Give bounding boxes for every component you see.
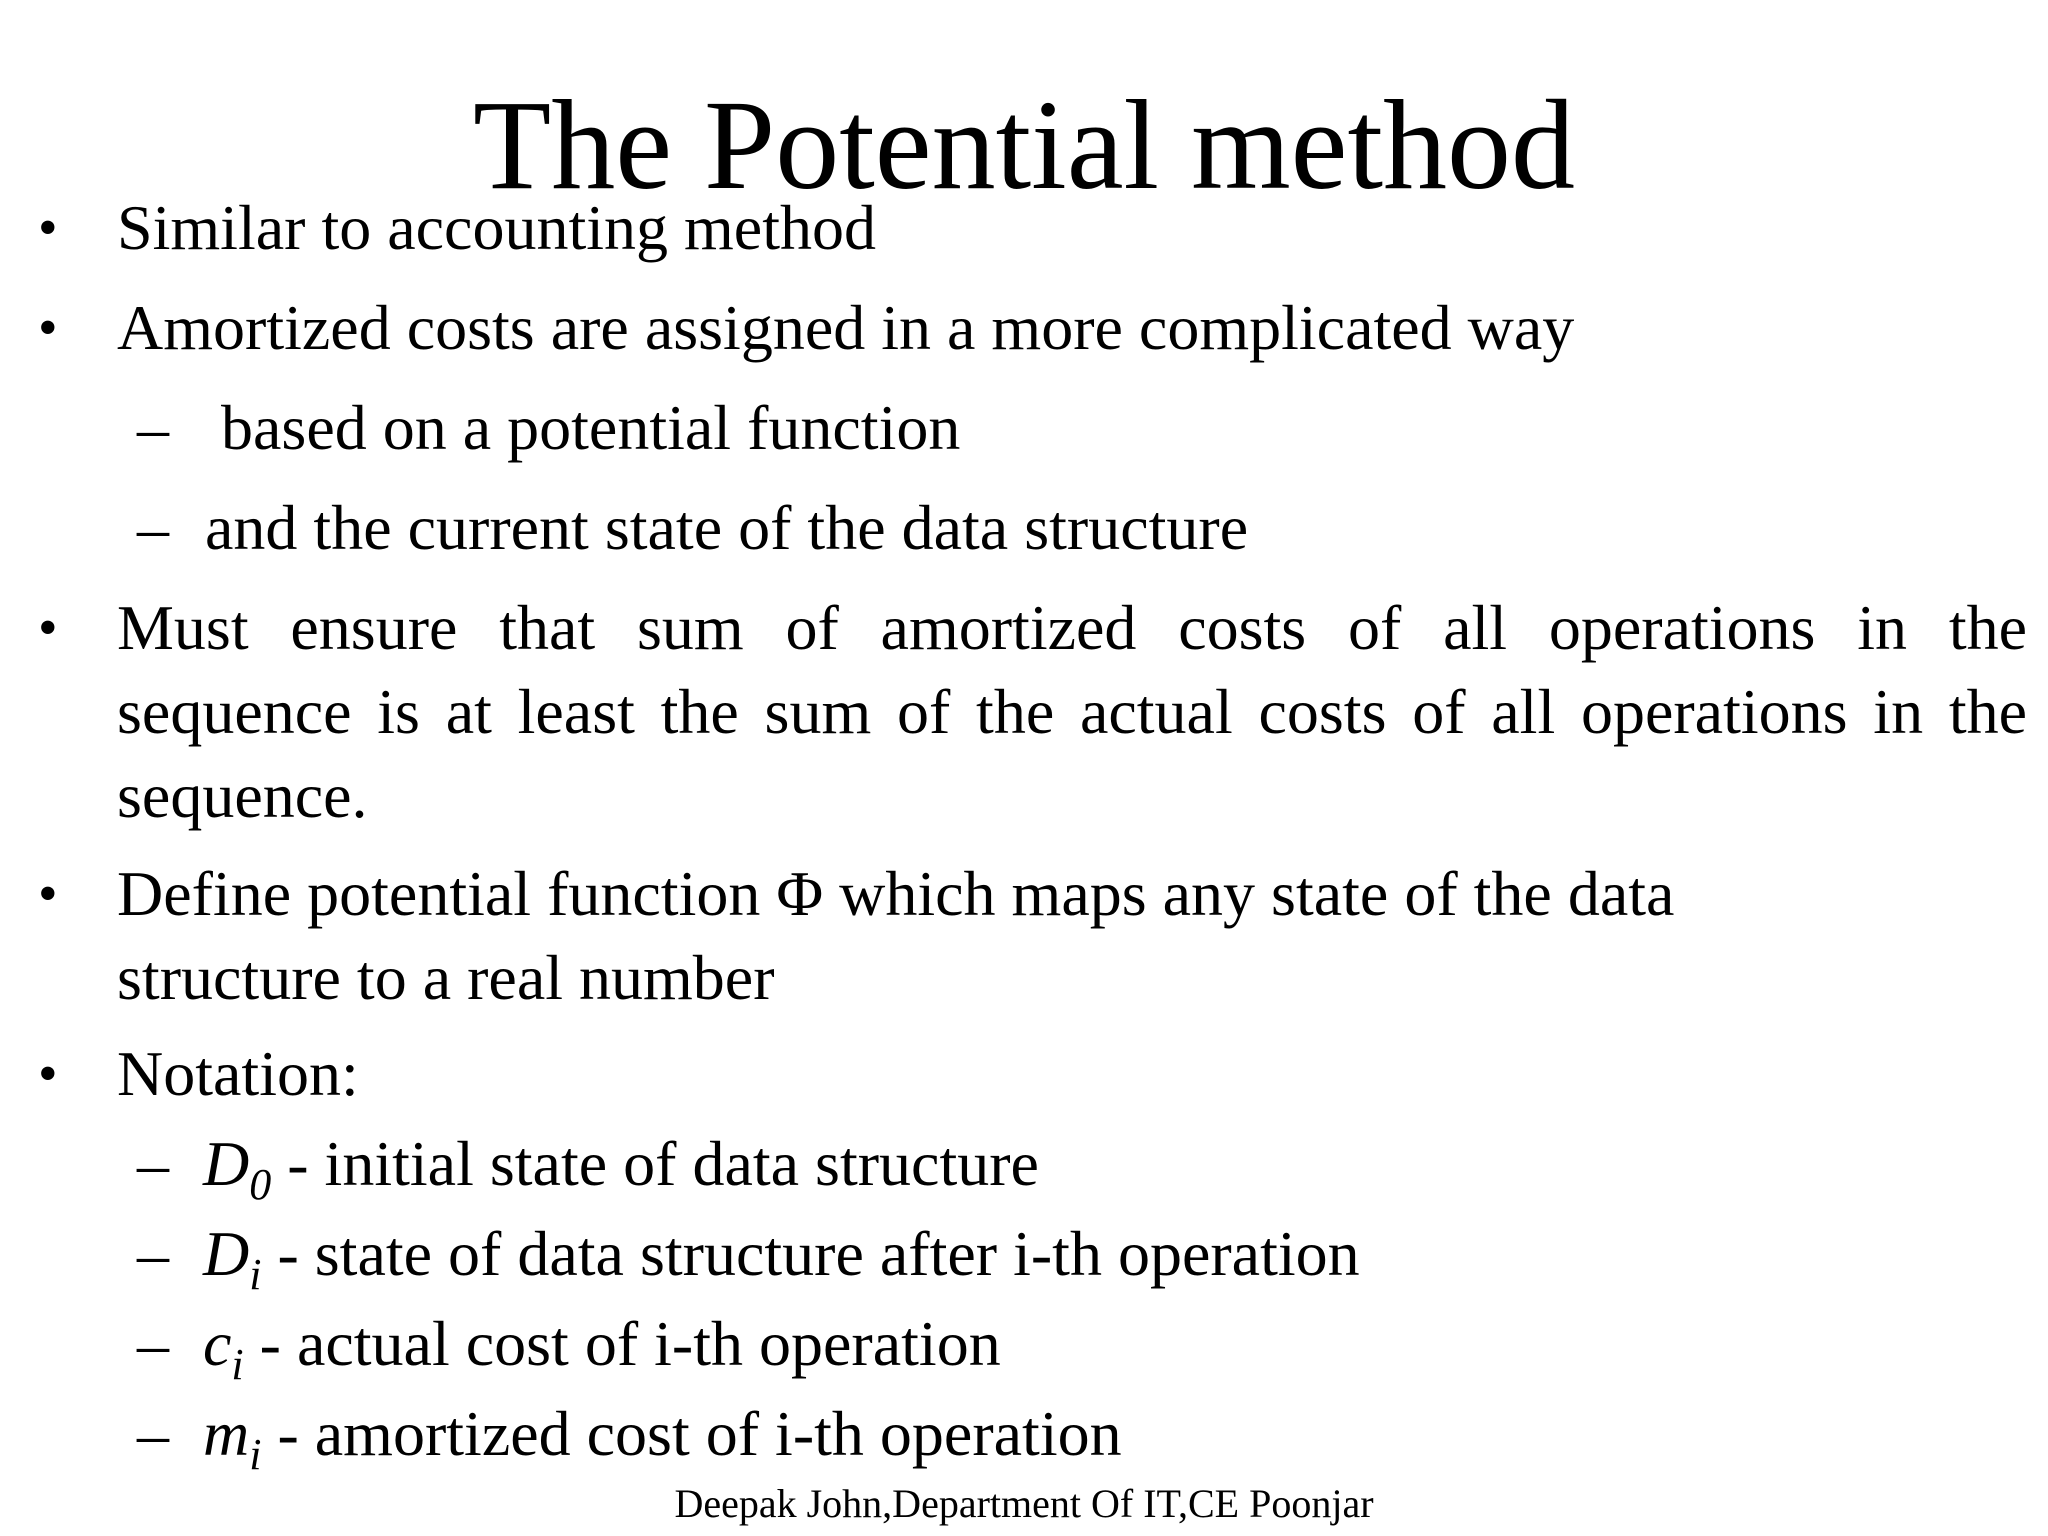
bullet-marker: • xyxy=(38,197,58,259)
bullet-marker: • xyxy=(38,863,58,925)
bullet-text: Similar to accounting method xyxy=(117,192,876,263)
dash-marker: – xyxy=(137,1218,169,1289)
dash-marker: – xyxy=(137,1398,169,1469)
notation-symbol: $D_0$ xyxy=(203,1128,272,1209)
bullet-text: Amortized costs are assigned in a more complicated way xyxy=(117,292,1575,363)
dash-marker: – xyxy=(137,1128,169,1199)
paragraph-line: Must ensure that sum of amortized costs of all operations in the xyxy=(117,592,2027,663)
notation-index: i xyxy=(231,1340,244,1389)
notation-heading: Notation: xyxy=(117,1038,359,1109)
paragraph-line: sequence. xyxy=(117,760,368,831)
bullet-marker: • xyxy=(38,1043,58,1105)
dash-marker: – xyxy=(137,1308,169,1379)
notation-index: i xyxy=(249,1250,262,1299)
notation-description: - initial state of data structure xyxy=(271,1128,1039,1199)
paragraph-line: structure to a real number xyxy=(117,942,775,1013)
bullet-marker: • xyxy=(38,297,58,359)
notation-description: - actual cost of i-th operation xyxy=(243,1308,1001,1379)
notation-description: - amortized cost of i-th operation xyxy=(261,1398,1122,1469)
sub-bullet-text: based on a potential function xyxy=(205,392,961,463)
notation-symbol: $D_i$ xyxy=(203,1218,262,1299)
slide-footer: Deepak John,Department Of IT,CE Poonjar xyxy=(674,1481,1374,1526)
notation-index: i xyxy=(249,1430,262,1479)
paragraph-line: Define potential function Φ which maps any state of the data xyxy=(117,858,1675,929)
paragraph-line: sequence is at least the sum of the actual costs of all operations in the xyxy=(117,676,2027,747)
notation-symbol: $m_i$ xyxy=(203,1398,262,1479)
bullet-marker: • xyxy=(38,597,58,659)
notation-symbol: $c_i$ xyxy=(203,1308,244,1389)
dash-marker: – xyxy=(137,492,169,563)
sub-bullet-text: and the current state of the data structure xyxy=(205,492,1249,563)
notation-description: - state of data structure after i-th operation xyxy=(261,1218,1360,1289)
dash-marker: – xyxy=(137,392,169,463)
notation-index: 0 xyxy=(249,1160,272,1209)
slide-title: The Potential method xyxy=(473,74,1575,216)
